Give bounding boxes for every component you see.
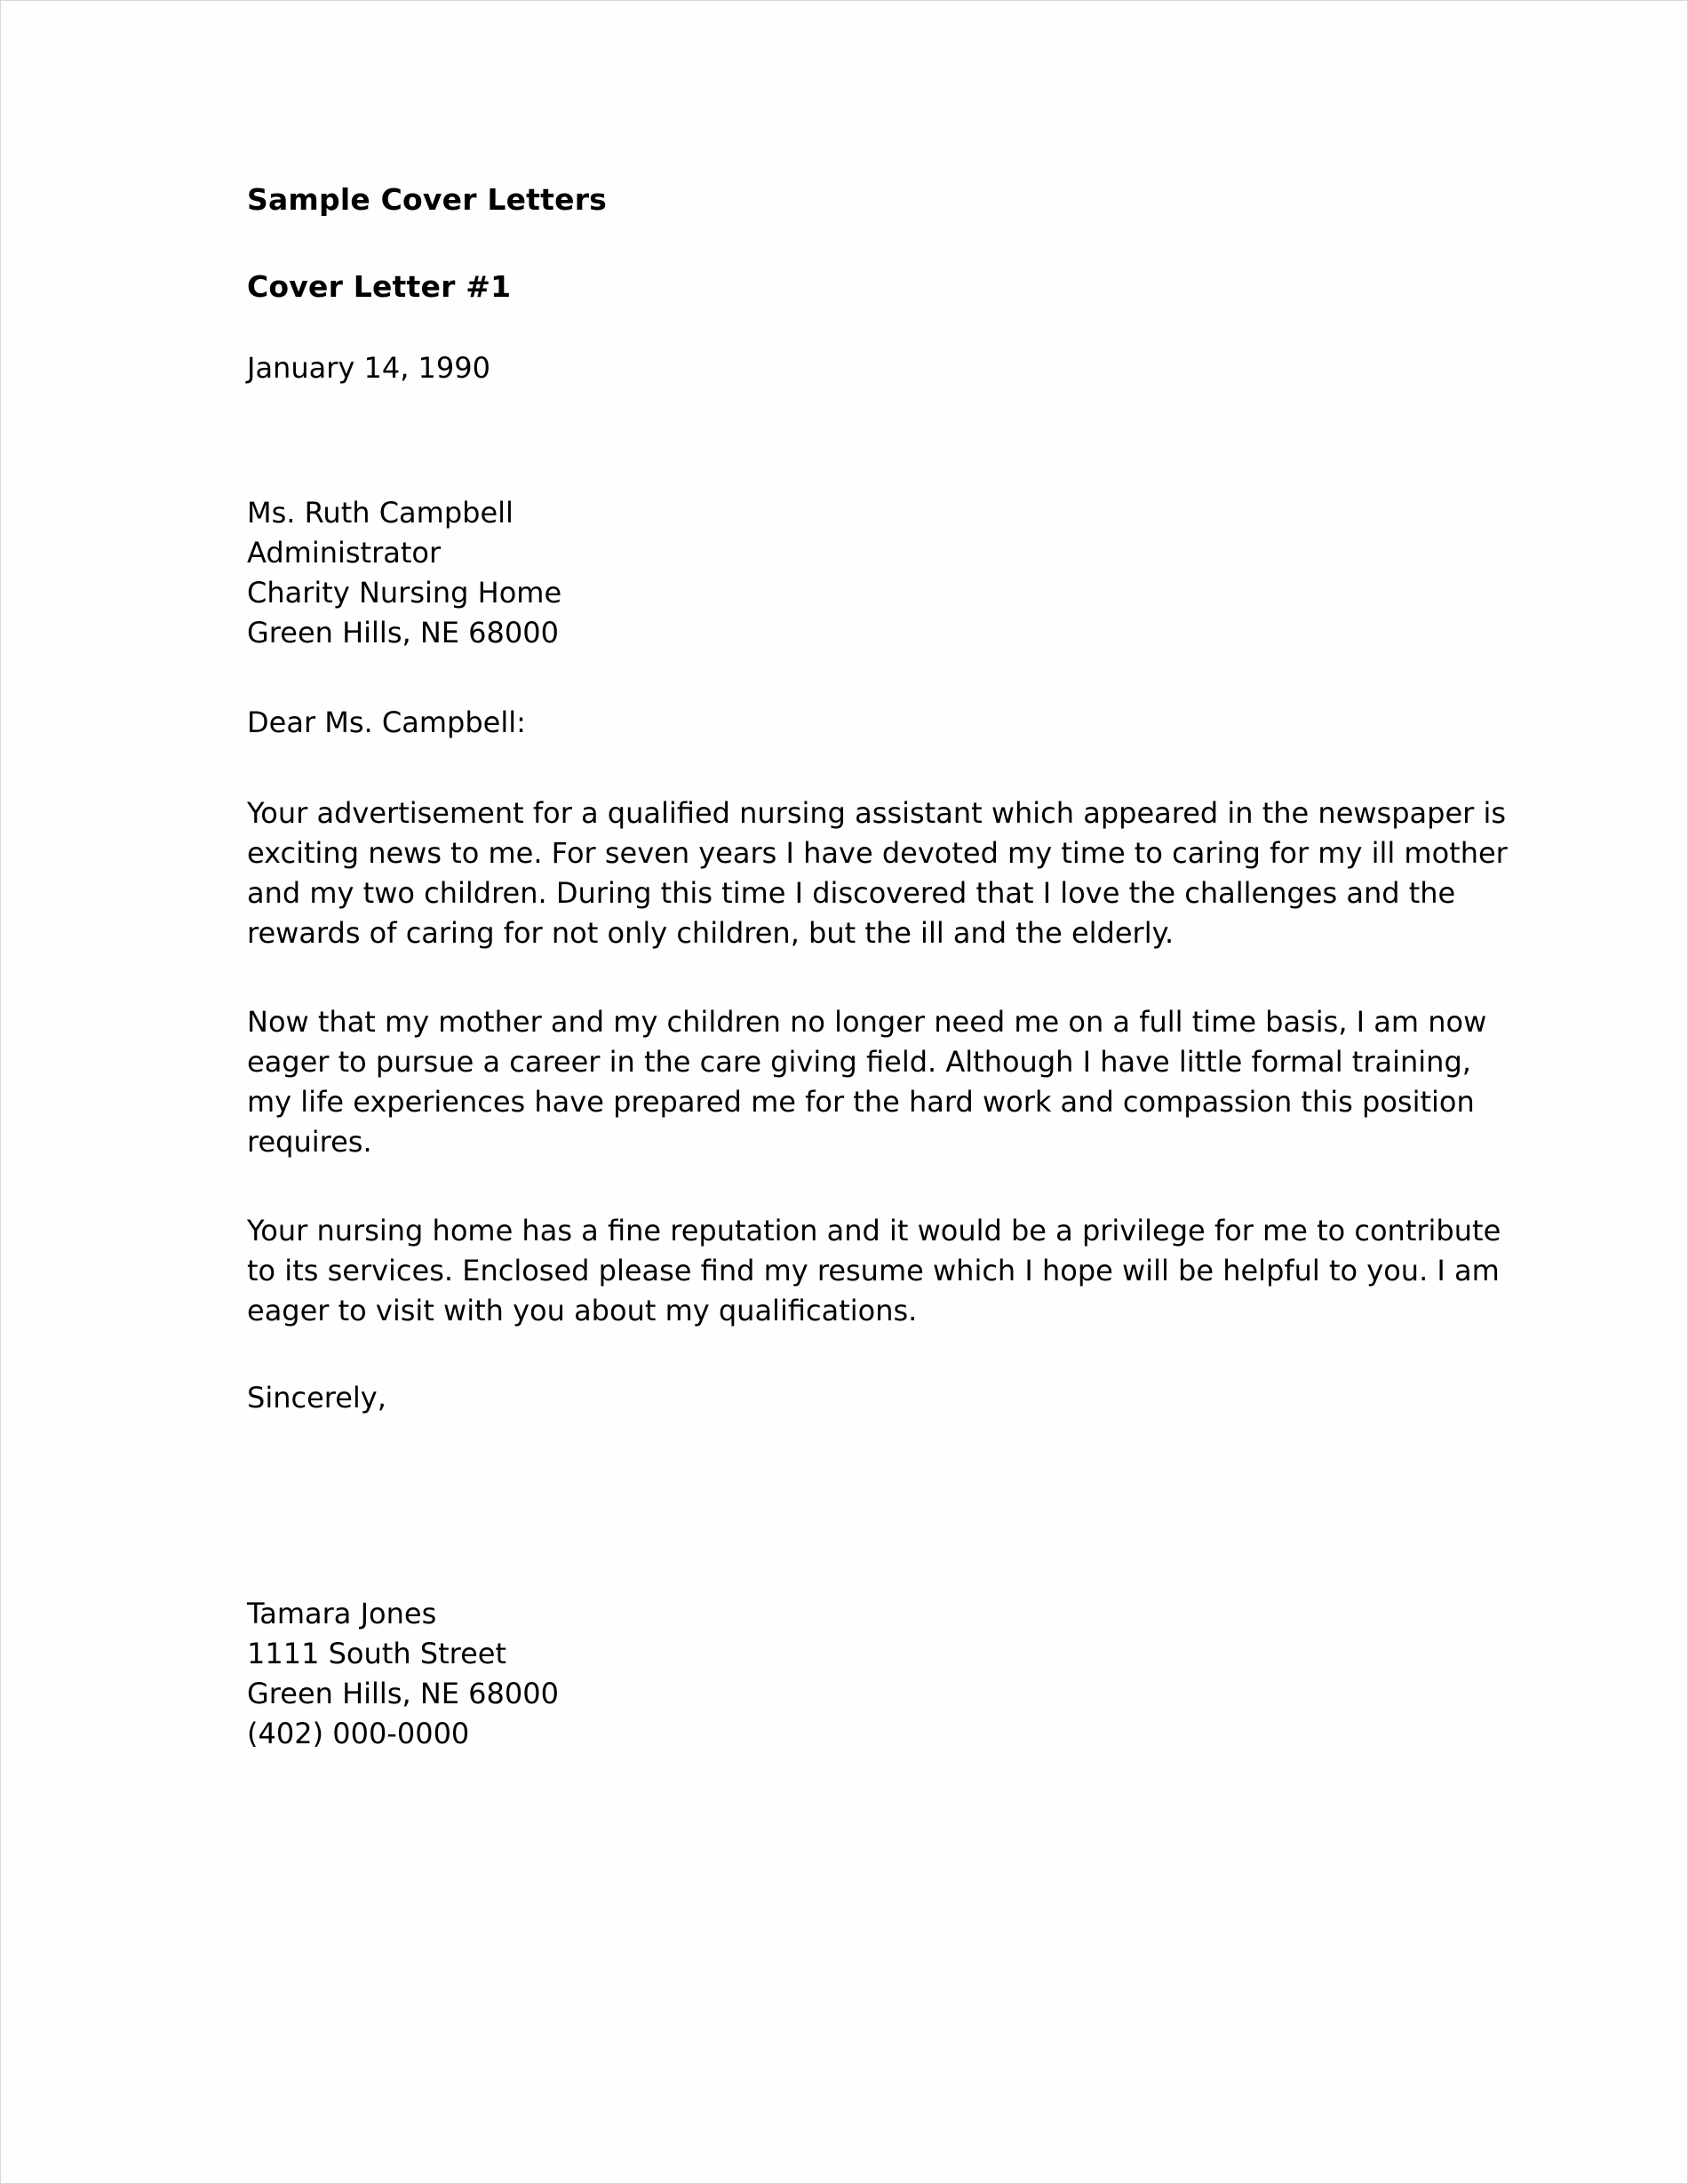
recipient-job-title: Administrator bbox=[247, 536, 442, 570]
recipient-organization: Charity Nursing Home bbox=[247, 576, 562, 610]
sender-street: 1111 South Street bbox=[247, 1637, 507, 1671]
body-paragraph-2: Now that my mother and my children no longer need me on a full time basis, I am now eager to pursue a career in the care giving field. Although I have little formal training, my life experiences have prepared me for the hard work and compassion this position requires. bbox=[247, 1004, 1487, 1159]
recipient-address-block bbox=[247, 493, 1513, 653]
sender-name: Tamara Jones bbox=[247, 1597, 437, 1631]
letter-heading: Cover Letter #1 bbox=[247, 269, 512, 305]
recipient-city-state-zip: Green Hills, NE 68000 bbox=[247, 616, 559, 650]
sender-city-state-zip: Green Hills, NE 68000 bbox=[247, 1677, 559, 1711]
salutation: Dear Ms. Campbell: bbox=[247, 705, 526, 740]
body-paragraph-1: Your advertisement for a qualified nursing assistant which appeared in the newspaper is exciting news to me. For seven years I have devoted my time to caring for my ill mother and my two children. During this time I discovered that I love the challenges and the rewards of caring for not only children, but the ill and the elderly. bbox=[247, 795, 1508, 950]
letter-date: January 14, 1990 bbox=[247, 350, 490, 385]
signature-space bbox=[247, 1416, 1513, 1594]
recipient-name: Ms. Ruth Campbell bbox=[247, 496, 514, 530]
sender-phone: (402) 000-0000 bbox=[247, 1717, 470, 1751]
sender-block bbox=[247, 1594, 1513, 1754]
closing-salutation: Sincerely, bbox=[247, 1380, 386, 1415]
body-paragraph-3: Your nursing home has a fine reputation and it would be a privilege for me to contribute to its services. Enclosed please find my resume which I hope will be helpful to you. I am eager to visit with you about my qualifications. bbox=[247, 1213, 1501, 1327]
cover-letter-body bbox=[247, 181, 1513, 1754]
page-title: Sample Cover Letters bbox=[247, 182, 608, 217]
